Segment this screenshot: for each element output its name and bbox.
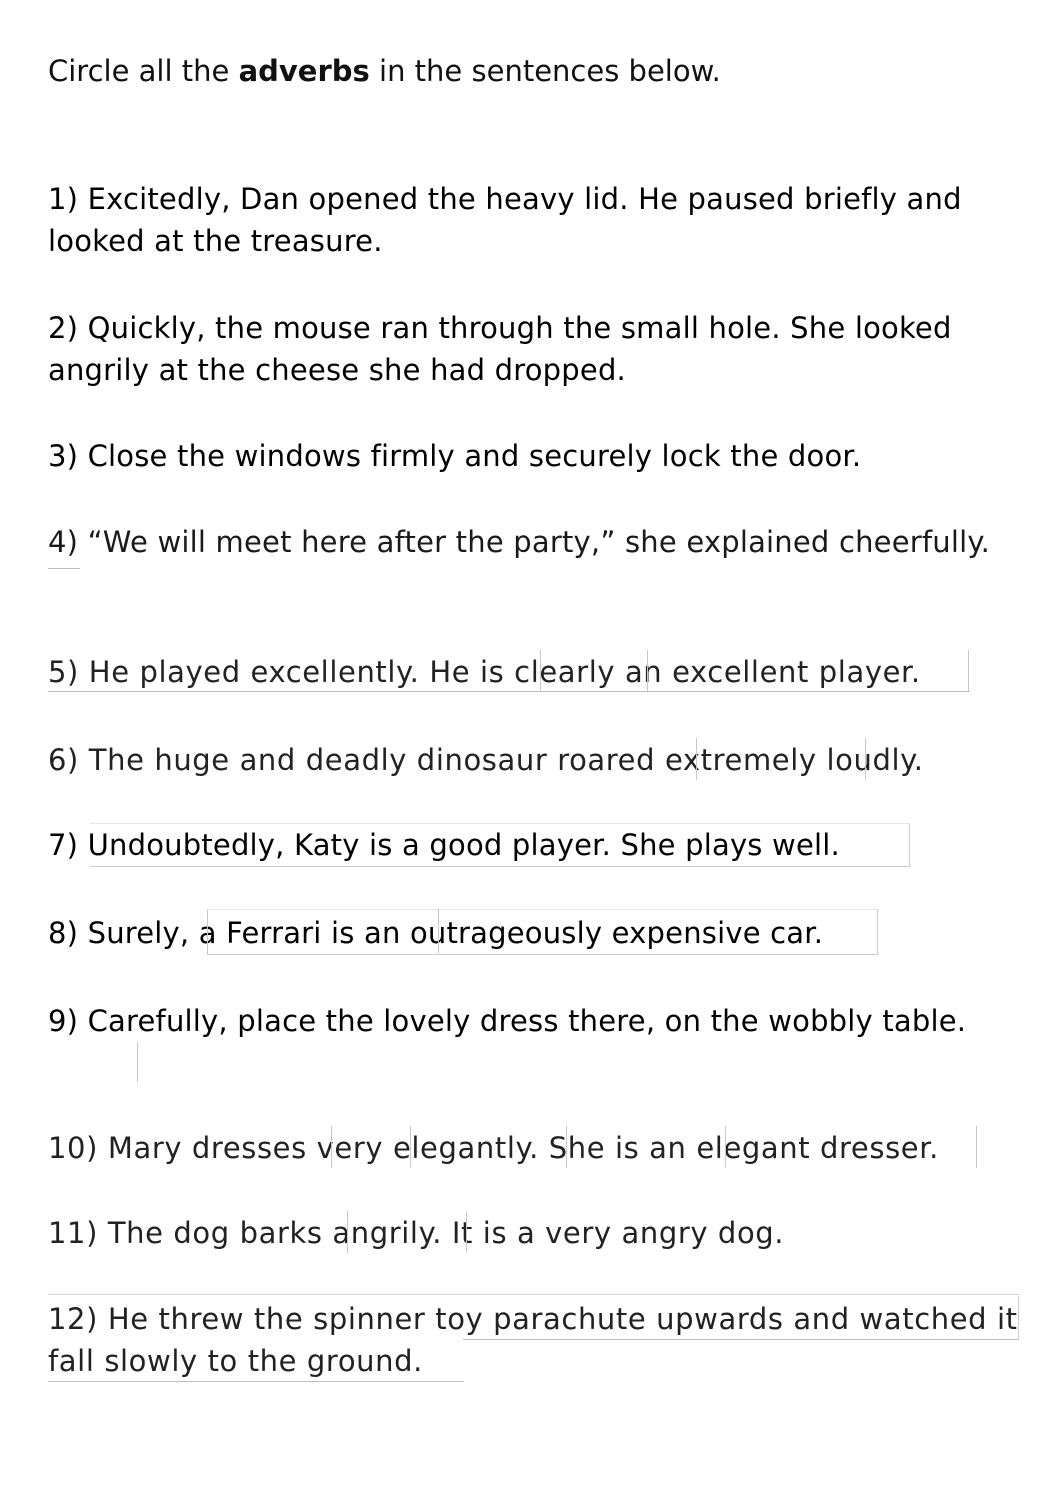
answer-divider [647, 650, 648, 692]
question-12 [48, 1298, 1023, 1382]
answer-divider [438, 909, 439, 953]
answer-mark-4 [48, 568, 80, 569]
question-5 [48, 651, 1023, 693]
answer-divider [865, 738, 866, 780]
answer-divider [540, 650, 541, 692]
answer-divider [968, 650, 969, 692]
answer-divider [725, 1126, 726, 1168]
answer-box-7[interactable] [90, 823, 910, 867]
answer-divider [976, 1126, 977, 1168]
answer-line-12-top [48, 1294, 1020, 1295]
answer-divider [137, 1042, 138, 1082]
answer-divider [466, 1211, 467, 1253]
answer-line-5[interactable] [48, 691, 970, 692]
question-text: 3) Close the windows firmly and securely lock the door. [48, 439, 862, 473]
instructions-keyword: adverbs [238, 54, 370, 88]
answer-divider [347, 1211, 348, 1253]
question-9 [48, 1000, 1023, 1042]
instructions-text-after: in the sentences below. [369, 54, 721, 88]
question-10 [48, 1127, 1023, 1169]
question-text: 1) Excitedly, Dan opened the heavy lid. He paused briefly and looked at the treasure. [48, 182, 962, 258]
question-text: 8) Surely, a Ferrari is an outrageously expensive car. [48, 916, 824, 950]
answer-divider [331, 1126, 332, 1168]
question-text: 10) Mary dresses very elegantly. She is an elegant dresser. [48, 1131, 939, 1165]
answer-divider [566, 1126, 567, 1168]
question-text: 6) The huge and deadly dinosaur roared extremely loudly. [48, 743, 924, 777]
question-text: 11) The dog barks angrily. It is a very angry dog. [48, 1216, 785, 1250]
answer-divider [696, 738, 697, 780]
question-6 [48, 739, 1023, 781]
answer-divider [1018, 1296, 1019, 1340]
question-text: 2) Quickly, the mouse ran through the small hole. She looked angrily at the cheese she had dropped. [48, 311, 952, 387]
question-11 [48, 1212, 1023, 1254]
question-text: 5) He played excellently. He is clearly an excellent player. [48, 655, 921, 689]
question-text: 12) He threw the spinner toy parachute upwards and watched it fall slowly to the ground. [48, 1302, 1018, 1378]
question-text: 9) Carefully, place the lovely dress there, on the wobbly table. [48, 1004, 967, 1038]
answer-line-12[interactable] [463, 1339, 1018, 1340]
question-1 [48, 178, 1023, 262]
instructions-heading [48, 50, 721, 92]
answer-line-12b[interactable] [48, 1381, 464, 1382]
instructions-text-before: Circle all the [48, 54, 239, 88]
question-4 [48, 521, 1023, 563]
question-3 [48, 435, 1023, 477]
question-text: 7) Undoubtedly, Katy is a good player. She plays well. [48, 828, 840, 862]
question-2 [48, 307, 1023, 391]
answer-box-8[interactable] [207, 909, 878, 955]
question-text: 4) “We will meet here after the party,” she explained cheerfully. [48, 525, 991, 559]
answer-divider [410, 1126, 411, 1168]
